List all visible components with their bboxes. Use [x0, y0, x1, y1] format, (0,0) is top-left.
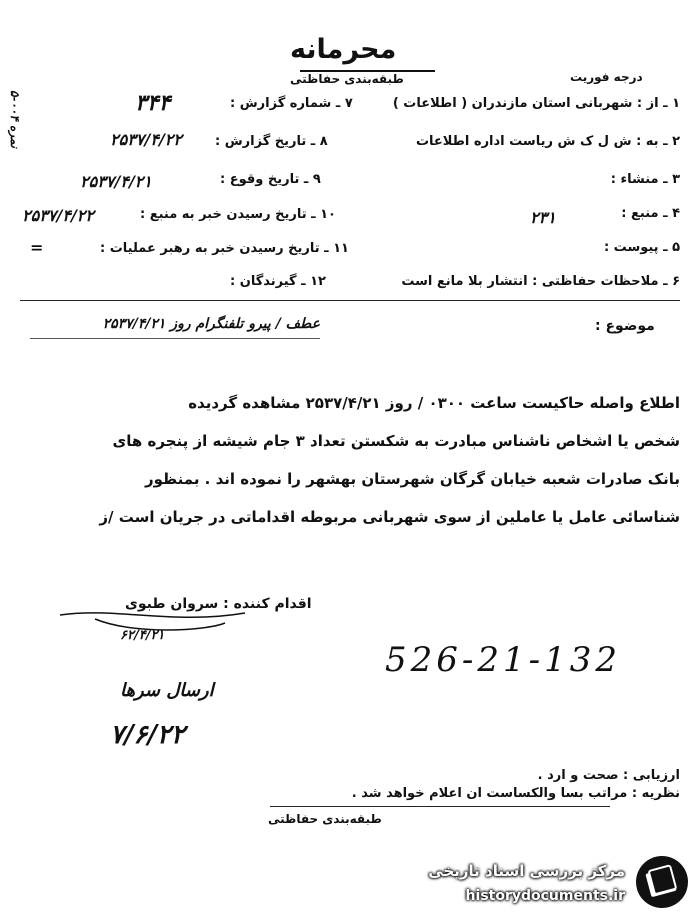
handwritten-number: ۷/۶/۲۲: [110, 720, 185, 750]
field-source: ۳ ـ منشاء :: [610, 172, 680, 187]
field-event-date-value: ۲۵۳۷/۴/۲۱: [80, 172, 152, 191]
field-report-no-value: ۳۴۴: [135, 90, 171, 116]
field-event-date-label: ۹ ـ تاریخ وقوع :: [220, 172, 321, 187]
header-separator: [20, 300, 680, 301]
priority-label: درجه فوریت: [570, 70, 643, 84]
field-received-source-label: ۱۰ ـ تاریخ رسیدن خبر به منبع :: [140, 207, 336, 222]
handwritten-name: ارسال سرها: [120, 680, 214, 701]
field-from: ۱ ـ از : شهربانی استان مازندران ( اطلاعات ): [392, 96, 680, 111]
side-note: نمره ۰۰۴-۵: [8, 90, 22, 149]
field-informant-value: ۲۳۱: [530, 208, 556, 227]
field-received-source-value: ۲۵۳۷/۴/۲۲: [22, 206, 94, 225]
footer-classification: طبقه‌بندی حفاظتی: [268, 812, 382, 826]
field-report-date-value: ۲۵۳۷/۴/۲۲: [110, 130, 182, 149]
field-report-no-label: ۷ ـ شماره گزارش :: [230, 96, 353, 111]
subject-value: عطف / پیرو تلفنگرام روز ۲۵۳۷/۴/۲۱: [102, 316, 320, 332]
subject-underline: [30, 338, 320, 339]
field-recipients-label: ۱۲ ـ گیرندگان :: [230, 274, 326, 289]
classification-label: طبقه‌بندی حفاظتی: [290, 72, 404, 86]
archive-number: 526-21-132: [385, 640, 622, 680]
field-received-ops-value: =: [30, 238, 44, 257]
document-title: محرمانه: [290, 34, 397, 65]
action-date: ۶۲/۴/۲۱: [120, 628, 165, 643]
watermark-url: historydocuments.ir: [465, 888, 625, 904]
body-line-2: شخص یا اشخاص ناشناس مبادرت به شکستن تعداد ۳ جام شیشه از پنجره های: [112, 432, 680, 450]
opinion: نظریه : مراتب بسا والکساست ان اعلام خواهد شد .: [351, 786, 680, 801]
subject-label: موضوع :: [595, 318, 655, 334]
body-line-4: شناسائی عامل یا عاملین از سوی شهربانی مربوطه اقداماتی در جریان است /ز: [99, 508, 680, 526]
field-attachment: ۵ ـ پیوست :: [603, 240, 680, 255]
watermark-title: مرکز بررسی اسناد تاریخی: [428, 862, 625, 880]
body-line-3: بانک صادرات شعبه خیابان گرگان شهرستان بهشهر را نموده اند . بمنظور: [144, 470, 680, 488]
field-report-date-label: ۸ ـ تاریخ گزارش :: [215, 134, 328, 149]
field-to: ۲ ـ به : ش ل ک ش ریاست اداره اطلاعات: [415, 134, 680, 149]
field-security-notes: ۶ ـ ملاحظات حفاظتی : انتشار بلا مانع است: [401, 274, 680, 289]
archive-logo-icon: [634, 854, 690, 910]
body-line-1: اطلاع واصله حاکیست ساعت ۰۳۰۰ / روز ۲۵۳۷/۴/۲۱ مشاهده گردیده: [188, 394, 680, 412]
action-by: اقدام کننده : سروان طبوی: [125, 596, 312, 612]
footer-separator: [270, 806, 610, 807]
evaluation: ارزیابی : صحت و ارد .: [537, 768, 680, 783]
field-received-ops-label: ۱۱ ـ تاریخ رسیدن خبر به رهبر عملیات :: [100, 241, 349, 256]
field-informant-label: ۴ ـ منبع :: [621, 206, 680, 221]
